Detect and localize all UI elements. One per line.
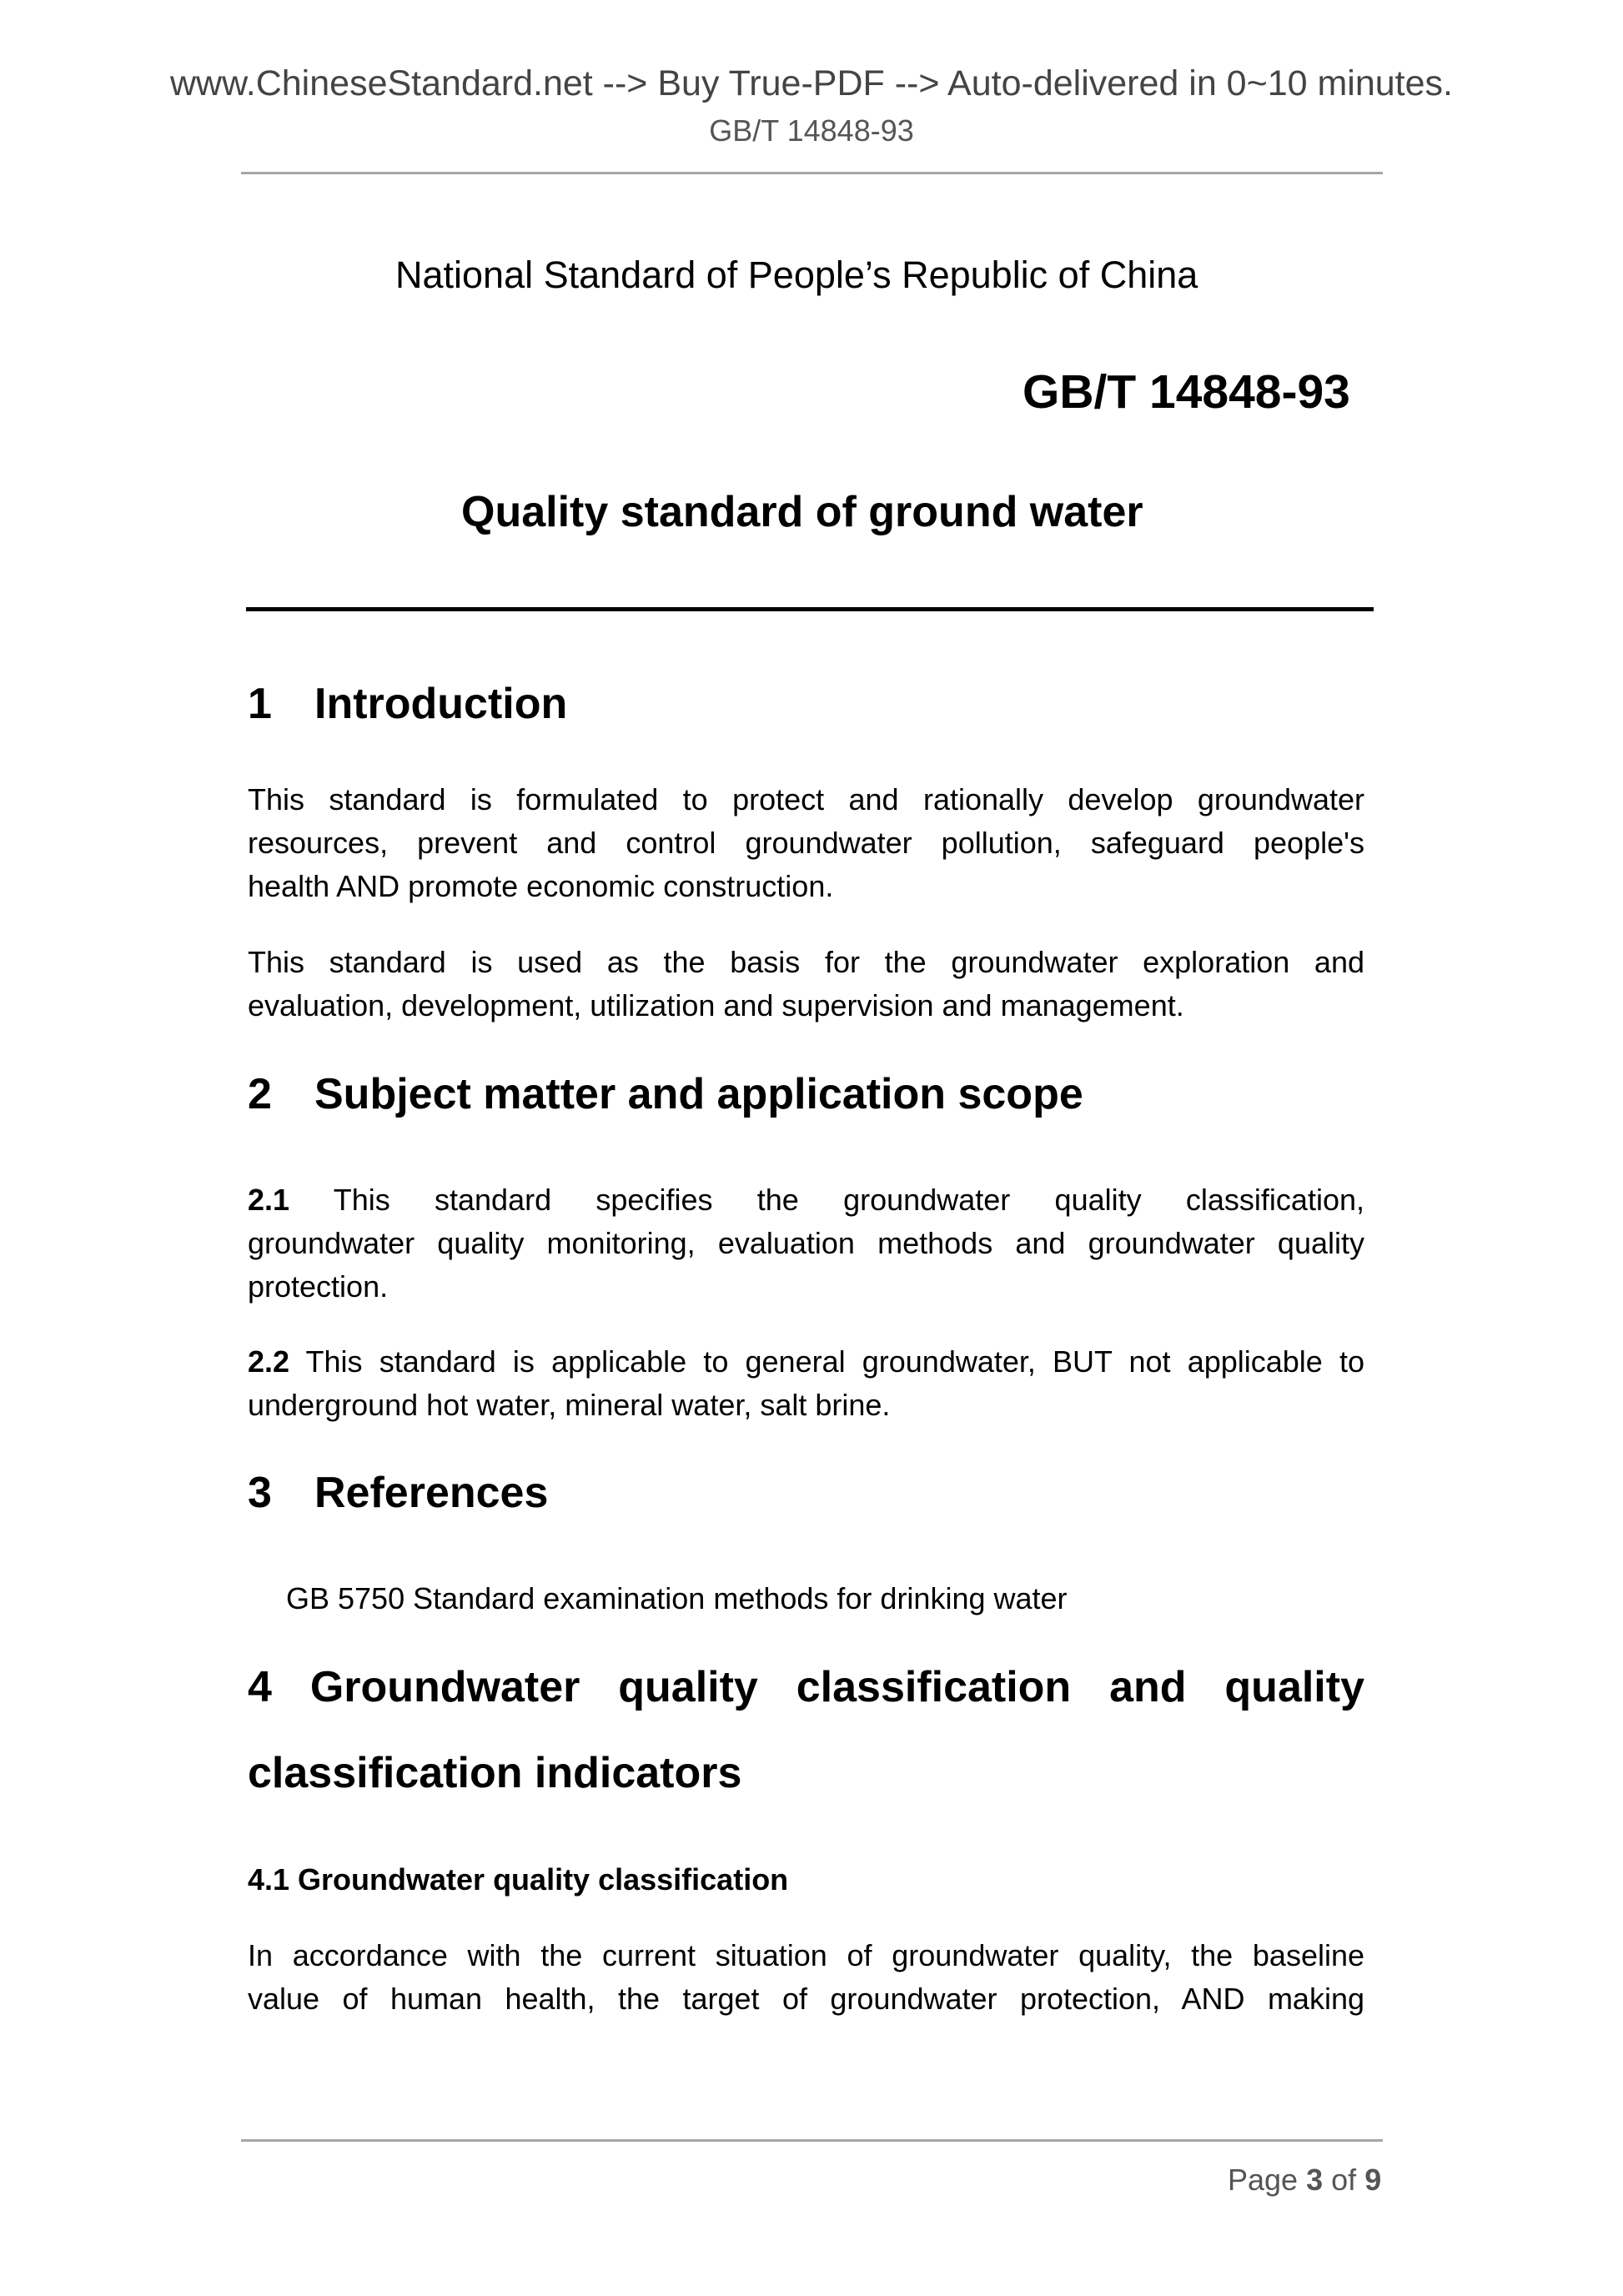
document-title: Quality standard of ground water <box>461 488 1143 536</box>
section-title: Subject matter and application scope <box>314 1070 1083 1118</box>
section-number: 4 <box>248 1663 272 1711</box>
paragraph-line: This standard is used as the basis for the groundwater exploration and <box>248 945 1364 979</box>
paragraph-line: resources, prevent and control groundwater pollution, safeguard people's <box>248 826 1364 860</box>
page-indicator <box>1228 2165 1381 2195</box>
standard-code: GB/T 14848-93 <box>1023 365 1350 419</box>
clause-label: 2.2 <box>248 1344 290 1379</box>
subsection-4-1-heading: 4.1 Groundwater quality classification <box>248 1862 789 1897</box>
paragraph-line: health AND promote economic construction. <box>248 869 834 903</box>
section-number: 2 <box>248 1070 272 1118</box>
section-number: 3 <box>248 1469 272 1517</box>
section-title: Groundwater quality classification and quality <box>309 1663 1364 1711</box>
paragraph-line: evaluation, development, utilization and supervision and management. <box>248 988 1184 1022</box>
section-3-heading <box>248 1471 548 1515</box>
footer-divider <box>241 2139 1383 2142</box>
title-divider <box>246 607 1374 611</box>
paragraph-line: value of human health, the target of groundwater protection, AND making <box>248 1982 1364 2016</box>
page-current: 3 <box>1306 2163 1324 2197</box>
section-4-heading-line2: classification indicators <box>248 1749 742 1797</box>
clause-text: This standard is applicable to general groundwater, BUT not applicable to <box>305 1344 1364 1379</box>
reference-item: GB 5750 Standard examination methods for drinking water <box>286 1581 1068 1615</box>
section-1-heading <box>248 682 567 726</box>
section-number: 1 <box>248 680 272 728</box>
section-4-heading-line1 <box>248 1665 1364 1709</box>
paragraph-line: groundwater quality monitoring, evaluation methods and groundwater quality <box>248 1226 1364 1260</box>
header-doc-code: GB/T 14848-93 <box>709 113 914 148</box>
clause-text: This standard specifies the groundwater quality classification, <box>333 1183 1364 1217</box>
national-standard-label: National Standard of People’s Republic of China <box>395 254 1198 296</box>
paragraph-line: underground hot water, mineral water, salt brine. <box>248 1388 891 1422</box>
page-total: 9 <box>1364 2163 1382 2197</box>
header-divider <box>241 172 1383 174</box>
header-banner-link[interactable]: www.ChineseStandard.net --> Buy True-PDF --> Auto-delivered in 0~10 minutes. <box>169 63 1453 103</box>
paragraph-line: In accordance with the current situation of groundwater quality, the baseline <box>248 1938 1364 1972</box>
clause-2-1-line <box>248 1185 1364 1215</box>
paragraph-line: This standard is formulated to protect and rationally develop groundwater <box>248 782 1364 816</box>
section-title: Introduction <box>314 680 568 728</box>
section-title: References <box>314 1469 549 1517</box>
clause-label: 2.1 <box>248 1183 290 1217</box>
page-of: of <box>1331 2163 1357 2197</box>
clause-2-2-line <box>248 1344 1364 1379</box>
section-2-heading <box>248 1070 1083 1118</box>
page-prefix: Page <box>1228 2163 1299 2197</box>
paragraph-line: protection. <box>248 1269 389 1304</box>
